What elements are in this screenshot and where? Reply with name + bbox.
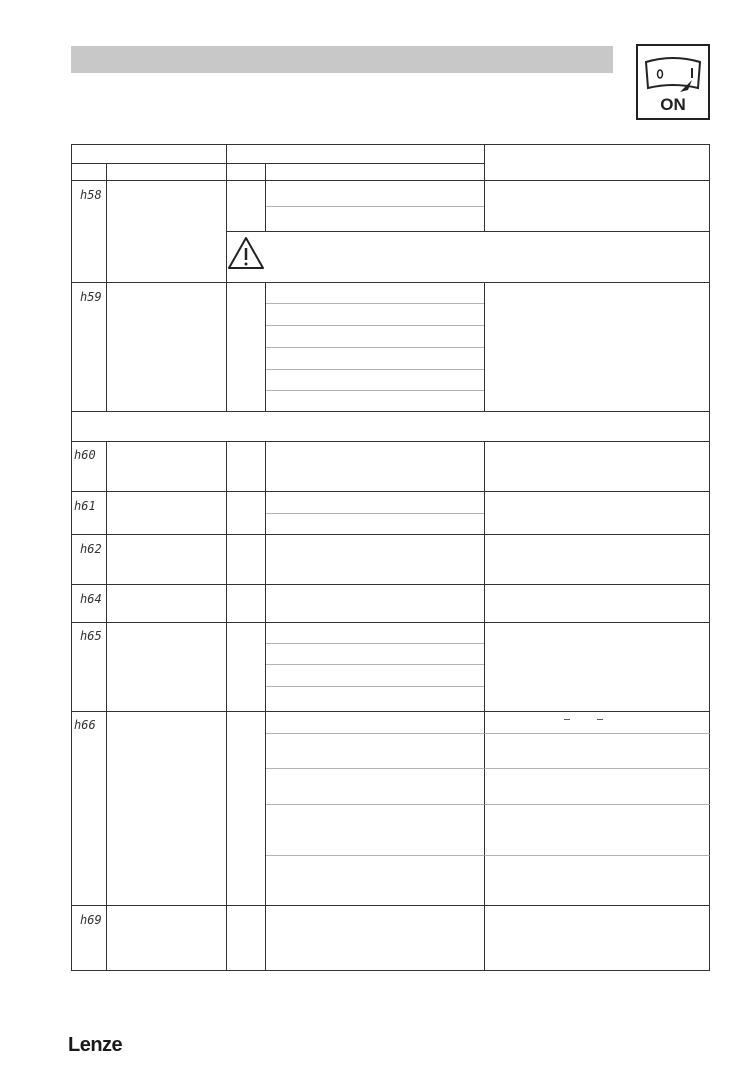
power-switch-on-icon — [636, 44, 710, 120]
lenze-logo: Lenze — [68, 1034, 123, 1056]
code-h62: h62 — [80, 542, 102, 556]
code-h66: h66 — [74, 718, 96, 732]
code-h65: h65 — [80, 629, 102, 643]
code-h64: h64 — [80, 592, 102, 606]
section-header-bar — [71, 46, 613, 73]
code-h58: h58 — [80, 188, 102, 202]
code-h59: h59 — [80, 290, 102, 304]
warning-icon — [229, 238, 263, 268]
parameter-table — [71, 144, 710, 971]
code-h61: h61 — [74, 499, 96, 513]
code-h69: h69 — [80, 913, 102, 927]
switch-on-label: ON — [660, 95, 686, 114]
code-h60: h60 — [74, 448, 96, 462]
